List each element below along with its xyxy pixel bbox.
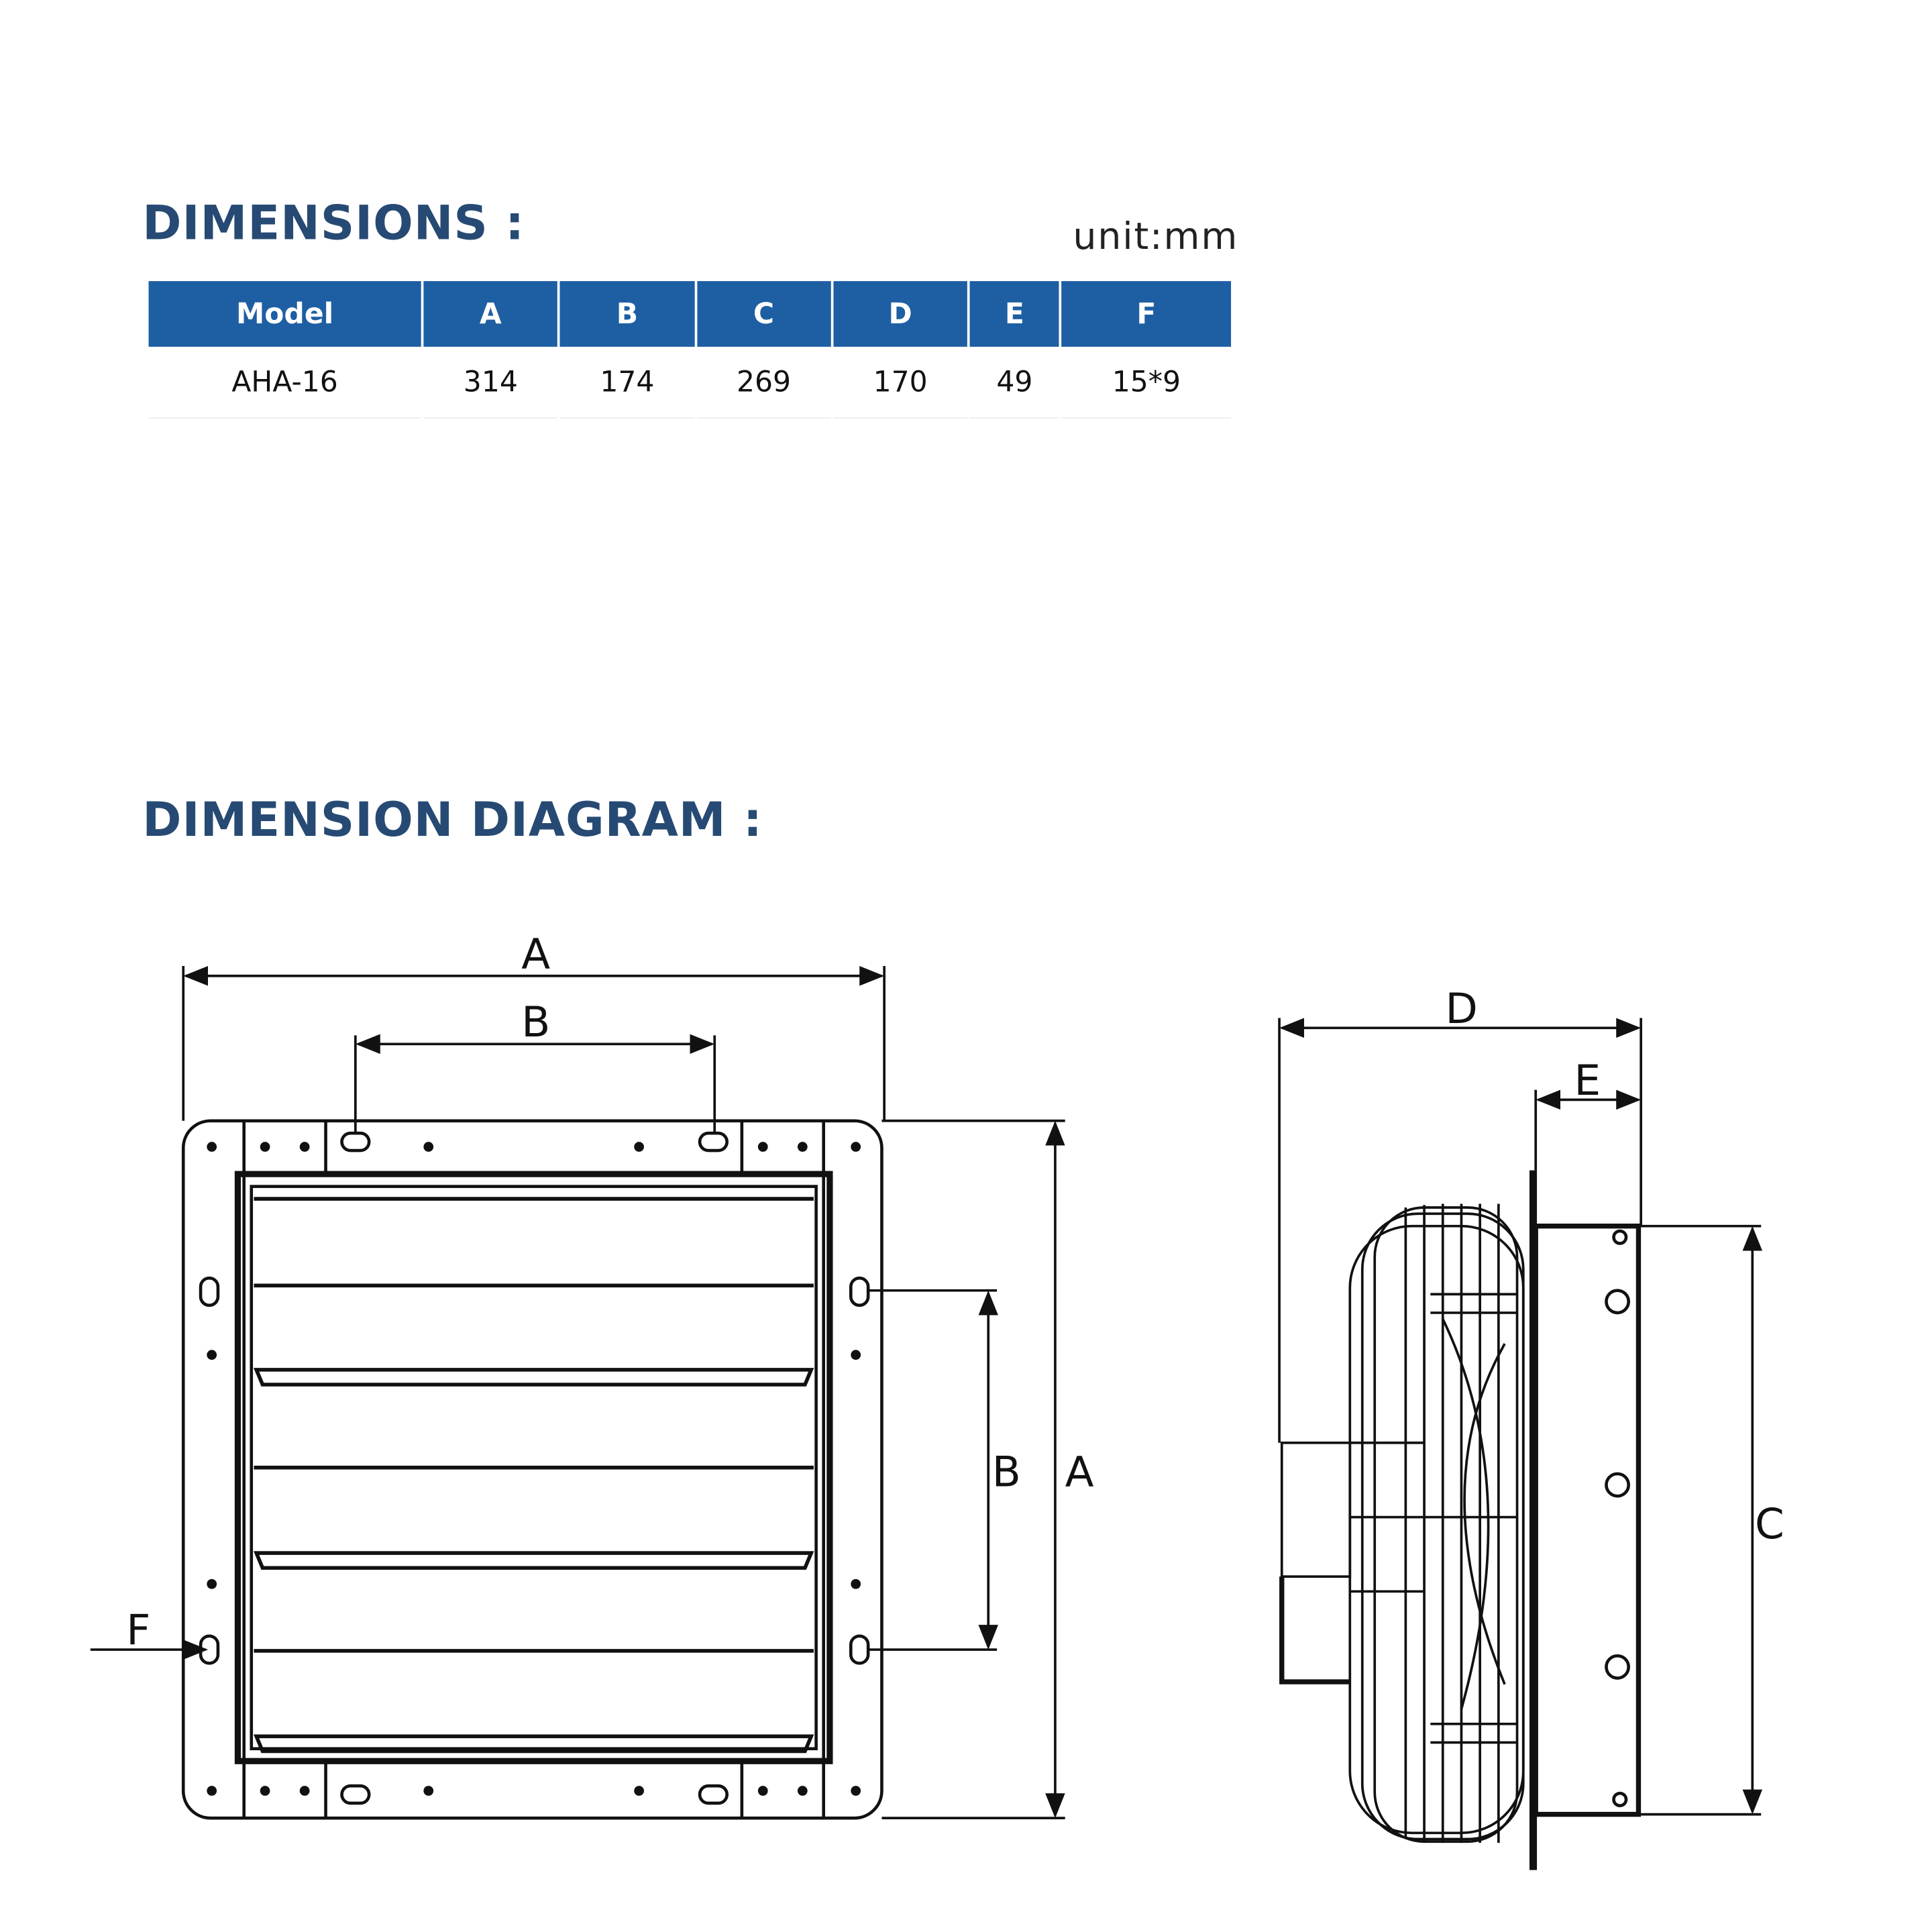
label-b-top: B (521, 998, 551, 1047)
side-view (1282, 1171, 1639, 1870)
header-d: D (833, 281, 967, 347)
header-b: B (560, 281, 694, 347)
header-a: A (423, 281, 557, 347)
front-view (183, 1121, 881, 1818)
label-e: E (1574, 1055, 1601, 1105)
header-f: F (1062, 281, 1231, 347)
cell-c: 269 (697, 347, 831, 419)
cell-model: AHA-16 (149, 347, 421, 419)
unit-label: unit:mm (1073, 215, 1239, 259)
header-model: Model (149, 281, 421, 347)
cell-a: 314 (423, 347, 557, 419)
side-dimension-lines (1279, 1018, 1761, 1815)
label-a-right: A (1065, 1447, 1094, 1497)
cell-b: 174 (560, 347, 694, 419)
cell-e: 49 (970, 347, 1059, 419)
header-c: C (697, 281, 831, 347)
label-f: F (126, 1605, 151, 1655)
header-e: E (970, 281, 1059, 347)
label-c: C (1754, 1499, 1784, 1548)
label-b-right: B (991, 1447, 1021, 1497)
dimensions-title: DIMENSIONS : (142, 195, 525, 250)
label-d: D (1445, 983, 1478, 1033)
cell-f: 15*9 (1062, 347, 1231, 419)
label-a-top: A (521, 929, 551, 979)
cell-d: 170 (833, 347, 967, 419)
diagram-title: DIMENSION DIAGRAM : (142, 792, 763, 847)
